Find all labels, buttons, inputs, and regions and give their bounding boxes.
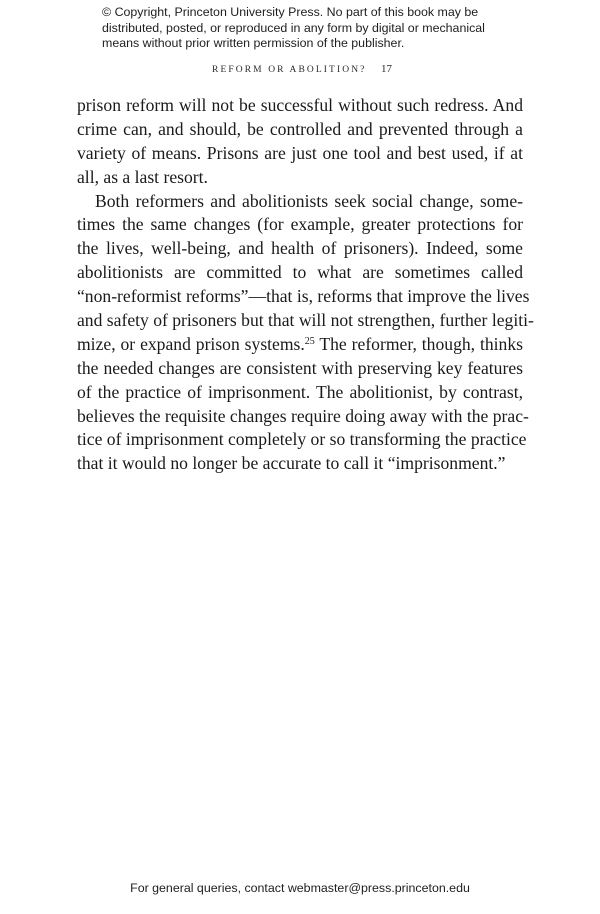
text-line: prison reform will not be successful without such redress. And: [77, 95, 523, 115]
text-line: Both reformers and abolitionists seek social change, some-: [95, 190, 523, 211]
footer-contact: For general queries, contact webmaster@press.princeton.edu: [130, 881, 470, 895]
text-line: variety of means. Prisons are just one tool and best used, if at: [77, 142, 523, 163]
text-line: that it would no longer be accurate to call it “imprisonment.”: [77, 453, 506, 474]
copyright-line: © Copyright, Princeton University Press. No part of this book may be: [102, 5, 479, 19]
text-line: abolitionists are committed to what are sometimes called: [77, 262, 523, 283]
text-line-with-footnote: [77, 333, 523, 357]
copyright-line: distributed, posted, or reproduced in any form by digital or mechanical: [102, 20, 485, 35]
text-segment: The reformer, though, thinks: [314, 333, 523, 354]
footnote-marker[interactable]: 25: [304, 335, 315, 347]
text-line: and safety of prisoners but that will not strengthen, further legiti-: [77, 310, 534, 331]
text-line: “non-reformist reforms”—that is, reforms that improve the lives: [77, 286, 530, 307]
body-text: [77, 94, 534, 476]
text-line: times the same changes (for example, greater protections for: [77, 214, 523, 235]
text-line: the lives, well-being, and health of prisoners). Indeed, some: [77, 238, 523, 259]
copyright-notice: [102, 5, 522, 52]
chapter-title: REFORM OR ABOLITION?: [212, 65, 367, 75]
text-line: crime can, and should, be controlled and prevented through a: [77, 118, 523, 139]
text-line: all, as a last resort.: [77, 166, 208, 187]
text-line: tice of imprisonment completely or so transforming the practice: [77, 429, 527, 450]
paragraph-2: [77, 190, 534, 477]
page-number: 17: [380, 63, 392, 75]
text-line: believes the requisite changes require doing away with the prac-: [77, 405, 529, 426]
paragraph-1: [77, 94, 523, 190]
text-segment: mize, or expand prison systems.: [77, 333, 305, 354]
running-head: [0, 63, 600, 75]
text-line: the needed changes are consistent with preserving key features: [77, 357, 523, 378]
copyright-line: means without prior written permission of the publisher.: [102, 36, 405, 51]
text-line: of the practice of imprisonment. The abolitionist, by contrast,: [77, 381, 523, 402]
